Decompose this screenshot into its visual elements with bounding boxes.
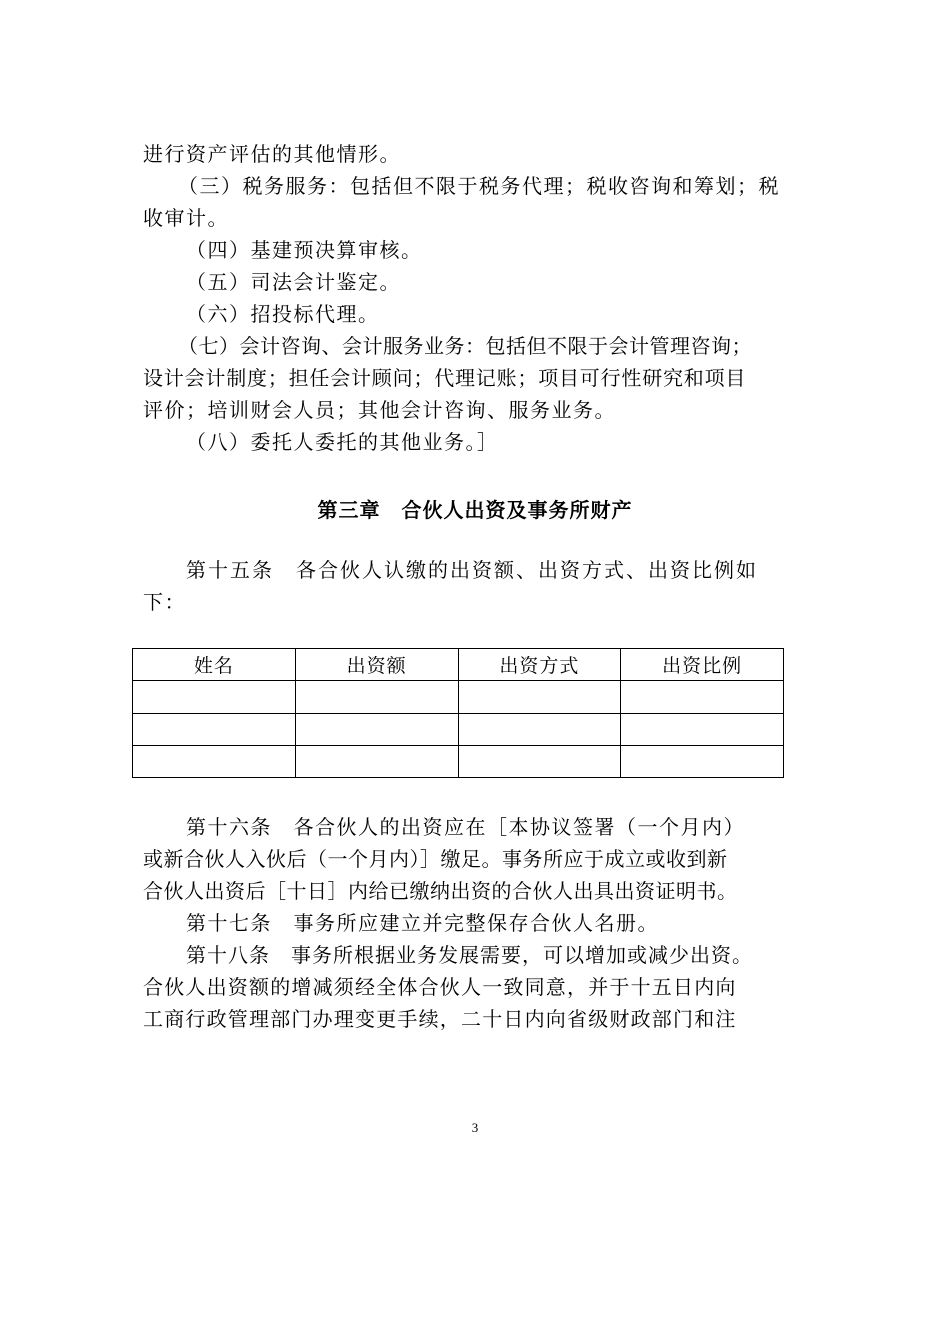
table-row	[133, 713, 784, 745]
table-cell	[295, 745, 458, 777]
table-cell	[458, 681, 621, 713]
paragraph-line: 合伙人出资额的增减须经全体合伙人一致同意，并于十五日内向	[143, 975, 737, 999]
table-cell	[621, 745, 784, 777]
paragraph-line: 合伙人出资后［十日］内给已缴纳出资的合伙人出具出资证明书。	[143, 879, 738, 903]
table-cell	[295, 713, 458, 745]
table-cell	[621, 681, 784, 713]
paragraph-line: 评价；培训财会人员；其他会计咨询、服务业务。	[143, 398, 616, 422]
article-15-line: 下：	[143, 590, 186, 614]
paragraph-line: 第十八条 事务所根据业务发展需要，可以增加或减少出资。	[186, 943, 753, 967]
chapter-title: 第三章 合伙人出资及事务所财产	[317, 498, 633, 522]
paragraph-line: （五）司法会计鉴定。	[186, 270, 401, 294]
table-row	[133, 681, 784, 713]
paragraph-line: （三）税务服务：包括但不限于税务代理；税收咨询和筹划；税	[178, 174, 780, 198]
table-cell	[295, 681, 458, 713]
paragraph-line: （四）基建预决算审核。	[186, 238, 423, 262]
paragraph-line: 进行资产评估的其他情形。	[143, 142, 401, 166]
paragraph-line: （六）招投标代理。	[186, 302, 380, 326]
table-cell	[458, 745, 621, 777]
page-number: 3	[471, 1120, 479, 1135]
paragraph-line: （八）委托人委托的其他业务。］	[186, 430, 499, 454]
paragraph-line: （七）会计咨询、会计服务业务：包括但不限于会计管理咨询；	[178, 334, 752, 358]
table-cell	[458, 713, 621, 745]
table-row	[133, 745, 784, 777]
article-15-line: 第十五条 各合伙人认缴的出资额、出资方式、出资比例如	[186, 558, 758, 582]
column-header-method: 出资方式	[458, 649, 621, 681]
paragraph-line: 或新合伙人入伙后（一个月内）］缴足。事务所应于成立或收到新	[143, 847, 728, 871]
table-cell	[133, 681, 296, 713]
column-header-ratio: 出资比例	[621, 649, 784, 681]
capital-contribution-table	[132, 648, 784, 778]
column-header-name: 姓名	[133, 649, 296, 681]
paragraph-line: 第十七条 事务所应建立并完整保存合伙人名册。	[186, 911, 659, 935]
column-header-amount: 出资额	[295, 649, 458, 681]
paragraph-line: 第十六条 各合伙人的出资应在［本协议签署（一个月内）	[186, 815, 745, 839]
table-header-row	[133, 649, 784, 681]
table-cell	[133, 745, 296, 777]
paragraph-line: 设计会计制度；担任会计顾问；代理记账；项目可行性研究和项目	[143, 366, 747, 390]
paragraph-line: 工商行政管理部门办理变更手续，二十日内向省级财政部门和注	[143, 1007, 737, 1031]
table-cell	[133, 713, 296, 745]
table-cell	[621, 713, 784, 745]
paragraph-line: 收审计。	[143, 206, 229, 230]
